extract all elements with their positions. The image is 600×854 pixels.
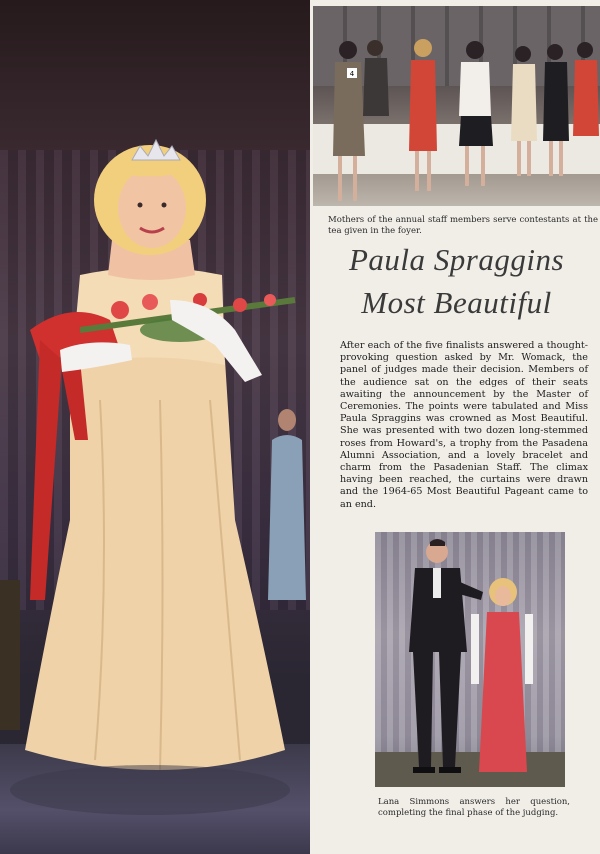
woman-figure: [543, 44, 569, 176]
article-body: After each of the five finalists answered a thought-provoking question asked by Mr. Womack, the panel of judges made their decision. Members of the audience sat on the edges of their seats awaiting the announcement by the Master of Ceremonies. The points were tabulated and Miss Paula Spraggins was crowned as Most Beautiful. She was presented with two dozen long-stemmed roses from Howard's, a trophy from the Pasadena Alumni Association, and a lovely bracelet and charm from the Pasadenian Staff. The climax having been reached, the curtains were drawn and the 1964-65 Most Beautiful Pageant came to an end.: [340, 340, 588, 510]
bg-person-head: [278, 409, 296, 431]
tea-photo-caption: Mothers of the annual staff members serve contestants at the tea given in the foyer.: [328, 215, 598, 236]
woman-figure: [363, 40, 389, 116]
woman-figure: [511, 46, 537, 176]
gown: [25, 345, 285, 770]
tea-photo: [313, 6, 600, 206]
woman-figure: [459, 41, 493, 186]
judging-photo: [375, 532, 565, 787]
contestant: [471, 578, 533, 772]
page-title-line1: Paula Spraggins: [348, 242, 565, 277]
badge-number: 4: [349, 70, 355, 78]
woman-figure: [333, 41, 365, 201]
woman-figure: [409, 39, 437, 191]
page-title-line2: Most Beautiful: [361, 285, 552, 320]
woman-figure: [573, 42, 599, 136]
bg-person-dress: [268, 435, 306, 600]
face: [118, 168, 186, 248]
ribbon-tail: [30, 340, 62, 600]
judging-figures: [375, 532, 565, 787]
tiara: [132, 140, 180, 160]
judging-photo-caption: Lana Simmons answers her question, completing the final phase of the judging.: [378, 797, 570, 818]
tea-figures: [313, 6, 600, 206]
